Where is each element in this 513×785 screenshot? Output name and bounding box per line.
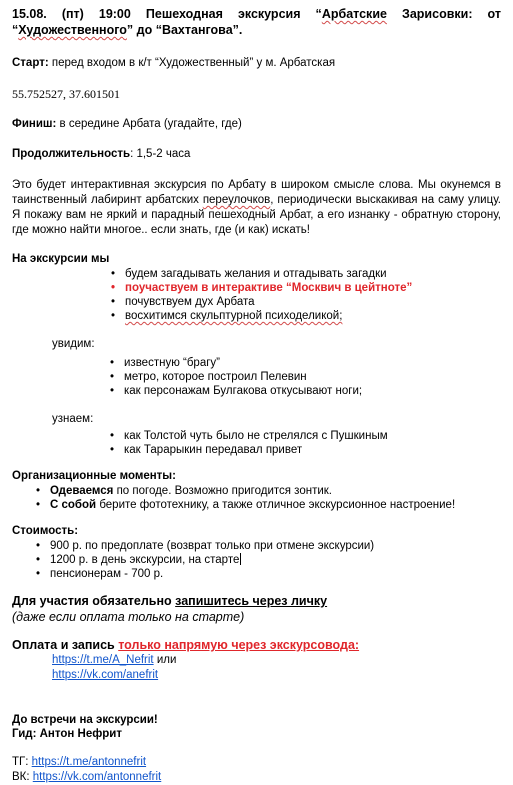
title-word-khudozhestvennogo: Художественного: [18, 23, 127, 37]
title-mid: Зарисовки: от “: [12, 7, 501, 37]
description-misspelled-word: переулочков: [202, 194, 271, 206]
list-item-highlight: • поучаствуем в интерактиве “Москвич в цейтноте”: [125, 281, 501, 295]
org-item-text: берите фототехнику, а также отличное экскурсионное настроение!: [96, 499, 456, 511]
finish-label: Финиш:: [12, 118, 57, 130]
list-item: • как Тарарыкин передавал привет: [124, 443, 501, 457]
title-suffix: ” до “Вахтангова”.: [126, 23, 243, 37]
excursion-list-do: [12, 267, 501, 323]
list-item: [125, 309, 501, 323]
list-item: • метро, которое построил Пелевин: [124, 370, 501, 384]
excursion-heading: На экскурсии мы: [12, 253, 110, 265]
title-word-arbatskie: Арбатские: [321, 7, 387, 21]
learn-label: узнаем:: [52, 413, 94, 425]
description-part2: , периодически выскакивая на саму улицу. Я покажу вам не яркий и парадный пешеходный Арбат, а его изнанку - обратную сторону, где можно найти многое.. если знать, где (и как) искать!: [12, 194, 501, 236]
list-item: [50, 484, 501, 498]
telegram-link[interactable]: https://t.me/A_Nefrit: [52, 654, 154, 666]
cost-heading: Стоимость:: [12, 525, 79, 537]
description-paragraph: [12, 178, 501, 238]
list-item: • пенсионерам - 700 р.: [50, 567, 501, 581]
see-label: увидим:: [52, 338, 95, 350]
duration-label: Продолжительность: [12, 148, 131, 160]
vk-contact: [12, 770, 501, 785]
org-heading: Организационные моменты:: [12, 470, 176, 482]
payment-link-line-1: [52, 653, 501, 668]
closing-line-1: До встречи на экскурсии!: [12, 714, 158, 726]
tg-label: ТГ:: [12, 756, 32, 768]
signup-underlined: запишитесь через личку: [175, 594, 328, 608]
tg-contact: [12, 755, 501, 770]
excursion-list-see: [12, 356, 501, 398]
payment-red-note: только напрямую через экскурсовода:: [118, 638, 360, 652]
signup-prefix: Для участия обязательно: [12, 594, 176, 608]
excursion-list-learn: [12, 429, 501, 457]
description-part1: Это будет интерактивная экскурсия по Арбату в широком смысле слова. Мы окунемся в таинственный лабиринт арбатских: [12, 179, 501, 206]
duration-line: [12, 147, 501, 162]
list-item: • будем загадывать желания и отгадывать загадки: [125, 267, 501, 281]
org-item-text: по погоде. Возможно пригодится зонтик.: [113, 485, 332, 497]
guide-line: Гид: Антон Нефрит: [12, 728, 123, 740]
vk-label: ВК:: [12, 771, 33, 783]
payment-link-line-2: [52, 668, 501, 683]
list-item: • известную “брагу”: [124, 356, 501, 370]
signup-line: [12, 593, 501, 609]
start-line: [12, 56, 501, 71]
list-item: • почувствуем дух Арбата: [125, 295, 501, 309]
finish-text: в середине Арбата (угадайте, где): [56, 118, 242, 130]
list-item: • как Толстой чуть было не стрелялся с Пушкиным: [124, 429, 501, 443]
payment-prefix: Оплата и запись: [12, 638, 119, 652]
list-item-text: восхитимся скульптурной психоделикой;: [125, 310, 343, 322]
tg-contact-link[interactable]: https://t.me/antonnefrit: [31, 756, 147, 768]
text-cursor: [240, 553, 241, 565]
title-prefix: 15.08. (пт) 19:00 Пешеходная экскурсия “: [12, 7, 322, 21]
list-item: [50, 553, 501, 567]
page-title: [12, 6, 501, 38]
vk-contact-link[interactable]: https://vk.com/antonnefrit: [32, 771, 162, 783]
payment-line: [12, 637, 501, 653]
vk-link[interactable]: https://vk.com/anefrit: [52, 669, 159, 681]
start-text: перед входом в к/т “Художественный” у м. Арбатская: [48, 57, 336, 69]
or-text: или: [153, 654, 177, 666]
org-item-bold: Одеваемся: [50, 485, 114, 497]
list-item: • 900 р. по предоплате (возврат только при отмене экскурсии): [50, 539, 501, 553]
finish-line: [12, 117, 501, 132]
coordinates: 55.752527, 37.601501: [12, 87, 120, 101]
org-item-bold: С собой: [50, 499, 97, 511]
start-label: Старт:: [12, 57, 49, 69]
signup-note: (даже если оплата только на старте): [12, 610, 245, 624]
org-list: [12, 484, 501, 512]
cost-list: [12, 539, 501, 581]
list-item: [50, 498, 501, 512]
duration-text: : 1,5-2 часа: [130, 148, 191, 160]
list-item-text: 1200 р. в день экскурсии, на старте: [50, 554, 240, 566]
list-item: • как персонажам Булгакова откусывают ноги;: [124, 384, 501, 398]
